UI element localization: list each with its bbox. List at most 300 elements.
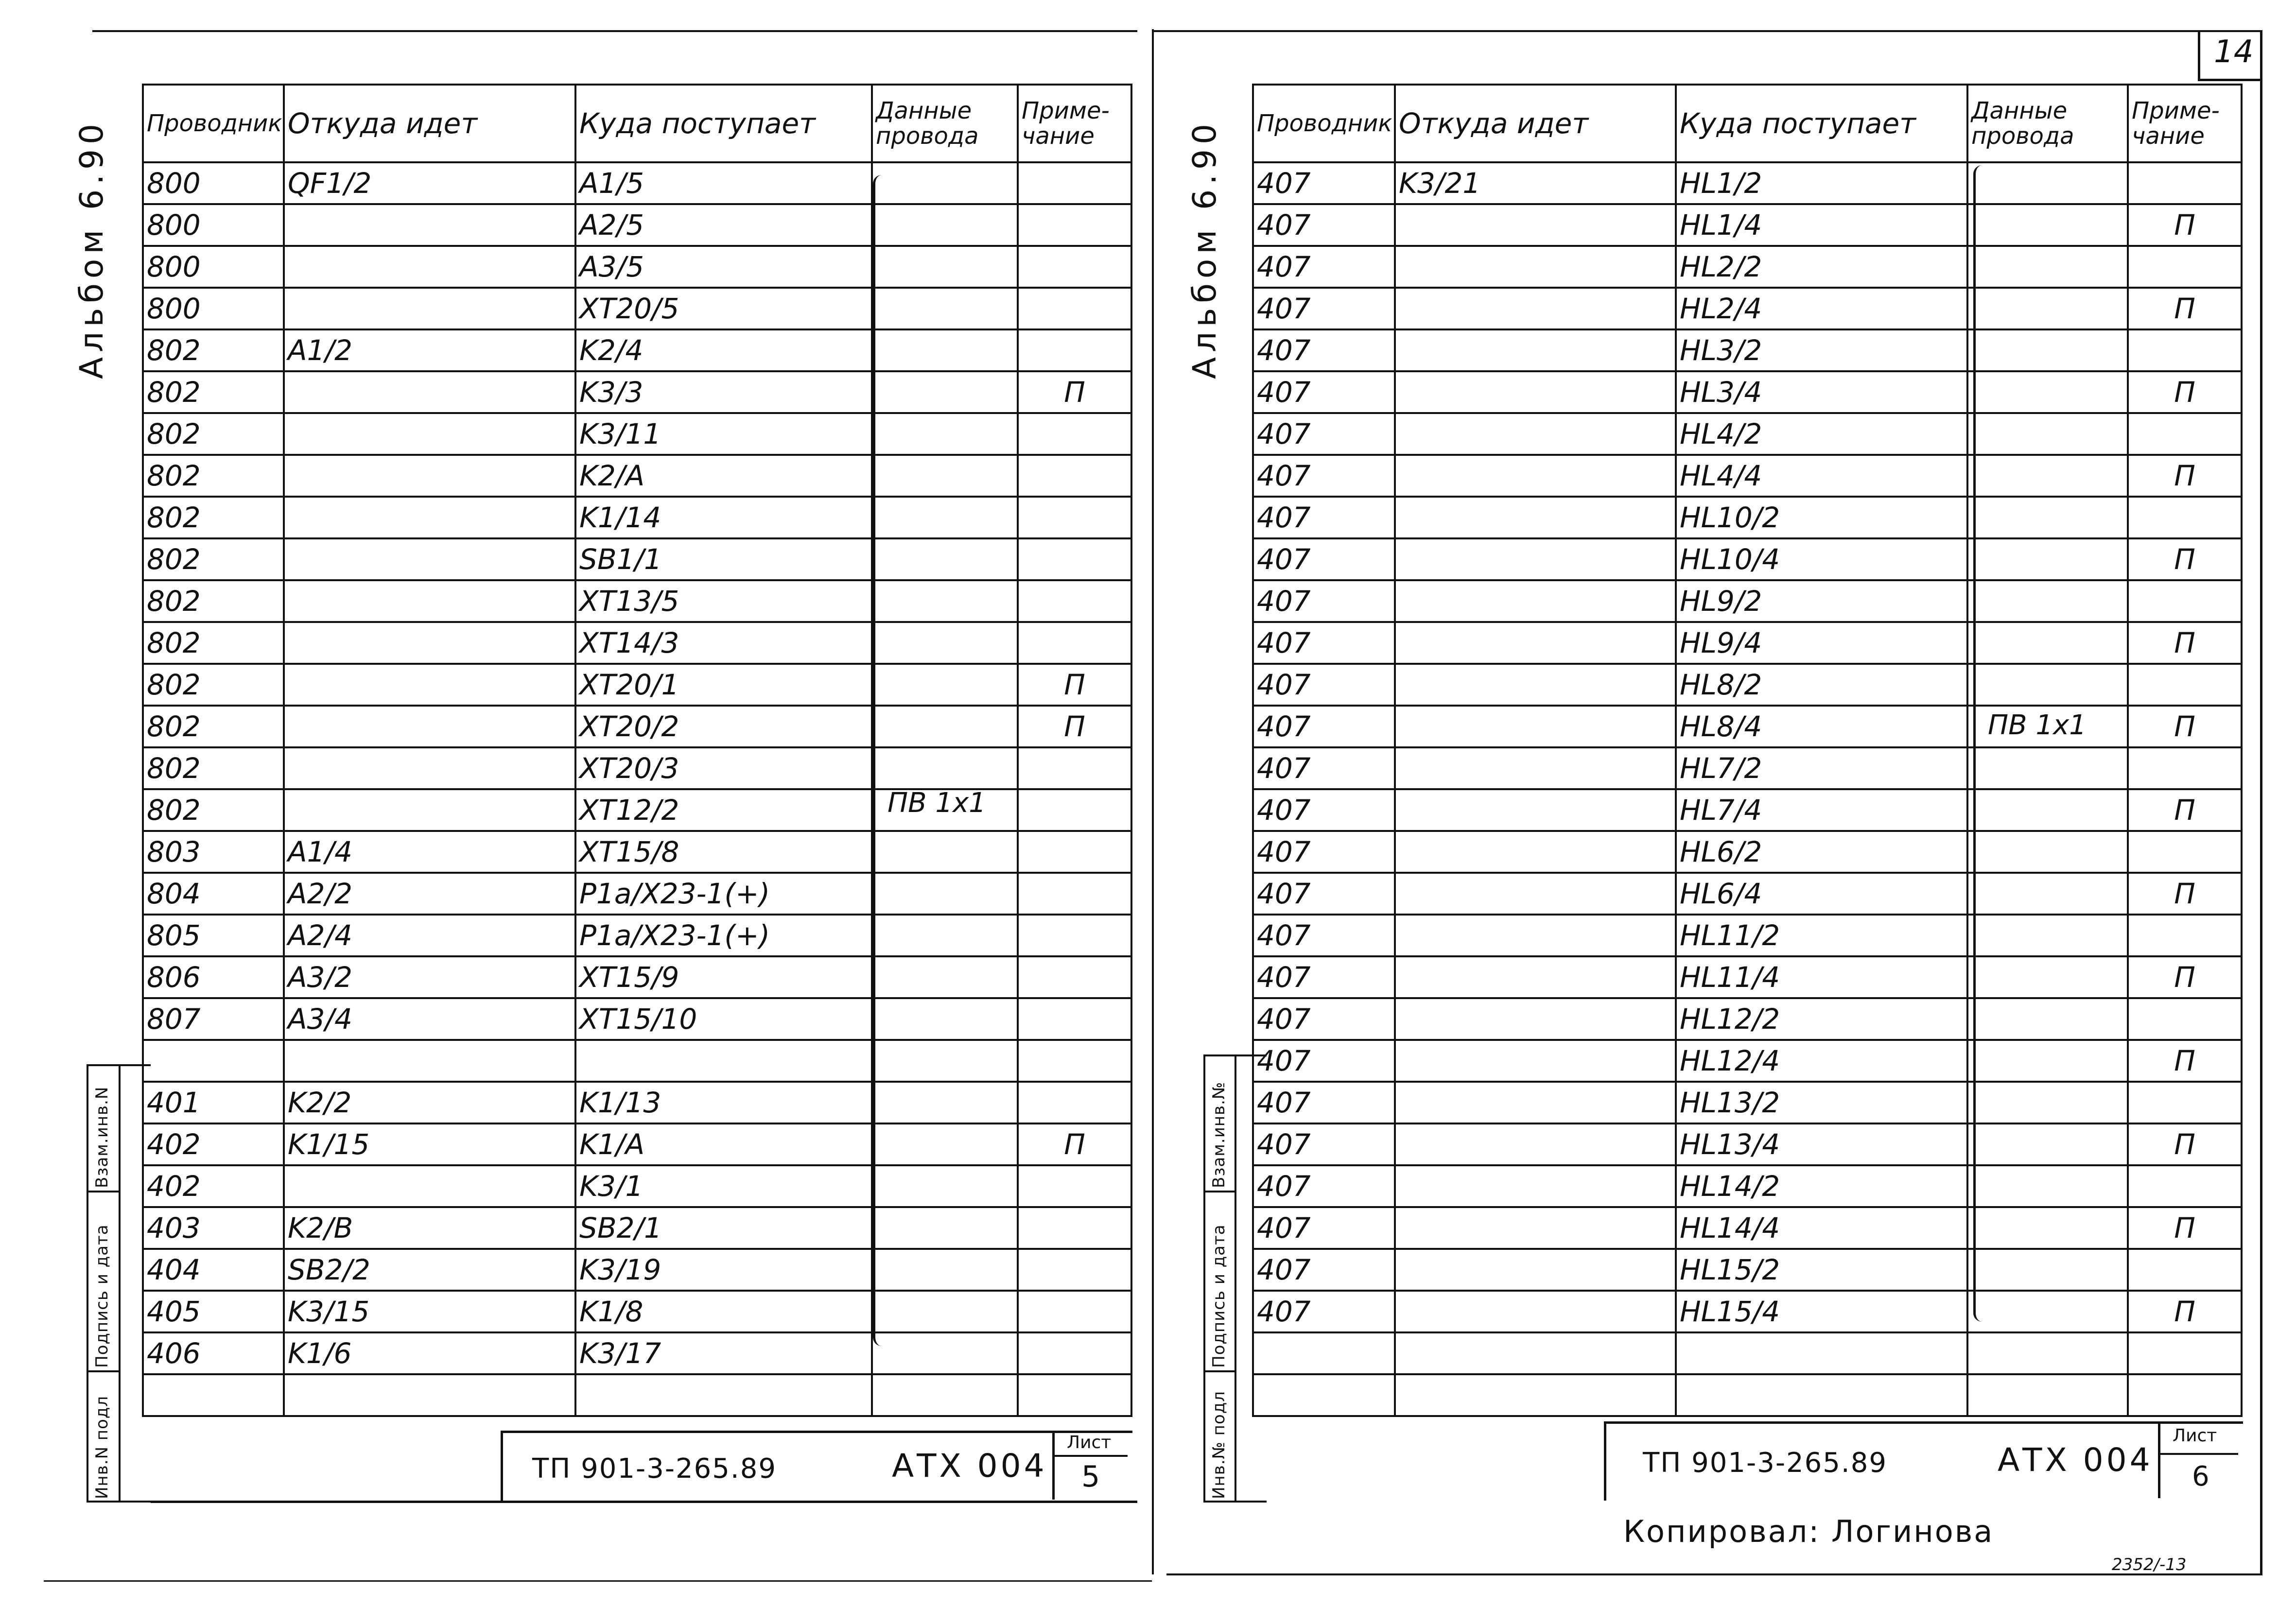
cell-wire: 407 — [1253, 1249, 1395, 1291]
cell-to: HL15/4 — [1676, 1291, 1967, 1332]
cell-from — [284, 246, 575, 288]
cell-to: HL9/2 — [1676, 580, 1967, 622]
cell-from: A3/2 — [284, 956, 575, 998]
cell-wire: 402 — [143, 1123, 284, 1165]
cell-wire-data — [1967, 204, 2128, 246]
cell-wire: 407 — [1253, 747, 1395, 789]
right-sheet-no: 6 — [2192, 1461, 2209, 1492]
left-doc-code: ТП 901-3-265.89 — [532, 1453, 777, 1485]
cell-from — [284, 1374, 575, 1416]
cell-from — [284, 455, 575, 497]
table-row — [143, 1332, 1131, 1374]
table-row — [143, 1040, 1131, 1082]
cell-from — [1395, 873, 1676, 915]
archive-number: 2352/-13 — [2112, 1555, 2187, 1574]
right-stamp-invno: Инв.№ подл — [1209, 1391, 1229, 1499]
cell-wire-data — [1967, 831, 2128, 873]
cell-from — [1395, 538, 1676, 580]
table-row — [143, 1291, 1131, 1332]
cell-note — [2128, 497, 2242, 538]
left-stamp-sep-1 — [87, 1191, 119, 1192]
cell-wire — [1253, 1374, 1395, 1416]
cell-wire-data — [872, 1165, 1018, 1207]
table-header-row — [143, 85, 1131, 162]
cell-note: П — [1018, 1123, 1131, 1165]
table-row — [1253, 956, 2242, 998]
cell-note — [1018, 831, 1131, 873]
table-row — [143, 162, 1131, 204]
cell-note — [2128, 413, 2242, 455]
cell-from — [284, 413, 575, 455]
table-row — [143, 288, 1131, 329]
cell-to: HL2/4 — [1676, 288, 1967, 329]
cell-wire: 407 — [1253, 956, 1395, 998]
left-stamp-replace: Взам.инв.N — [92, 1086, 112, 1188]
table-row — [1253, 789, 2242, 831]
cell-note — [1018, 915, 1131, 956]
cell-to: XT20/5 — [575, 288, 872, 329]
cell-note: П — [2128, 706, 2242, 747]
cell-wire: 407 — [1253, 1040, 1395, 1082]
cell-to: K3/17 — [575, 1332, 872, 1374]
table-row — [1253, 1249, 2242, 1291]
cell-from — [1395, 1291, 1676, 1332]
cell-wire: 407 — [1253, 664, 1395, 706]
right-wire-data-value: ПВ 1х1 — [1988, 709, 2087, 741]
table-row — [143, 956, 1131, 998]
cell-wire: 802 — [143, 371, 284, 413]
cell-to: HL3/4 — [1676, 371, 1967, 413]
table-row — [1253, 873, 2242, 915]
col-header-from: Откуда идет — [284, 85, 575, 162]
right-sheet-label: Лист — [2173, 1426, 2217, 1446]
cell-wire: 807 — [143, 998, 284, 1040]
cell-from — [1395, 831, 1676, 873]
cell-from — [1395, 497, 1676, 538]
cell-note — [2128, 1165, 2242, 1207]
cell-from — [284, 789, 575, 831]
cell-to: K2/A — [575, 455, 872, 497]
left-stamp-frame-top — [87, 1064, 151, 1066]
cell-wire-data — [1967, 1291, 2128, 1332]
table-row — [1253, 1332, 2242, 1374]
cell-wire: 800 — [143, 162, 284, 204]
cell-wire: 407 — [1253, 329, 1395, 371]
left-stamp-invno: Инв.N подл — [92, 1395, 112, 1499]
cell-from — [1395, 371, 1676, 413]
cell-to: HL8/4 — [1676, 706, 1967, 747]
cell-note — [1018, 1249, 1131, 1291]
cell-wire-data — [1967, 1165, 2128, 1207]
table-row — [1253, 371, 2242, 413]
cell-note — [1018, 162, 1131, 204]
left-stamp-sep-2 — [87, 1370, 119, 1372]
cell-wire-data — [872, 1040, 1018, 1082]
cell-wire: 407 — [1253, 1291, 1395, 1332]
cell-wire-data — [872, 956, 1018, 998]
cell-to: HL11/2 — [1676, 915, 1967, 956]
right-sheet-right-border — [2260, 30, 2262, 1574]
cell-to: HL11/4 — [1676, 956, 1967, 998]
cell-from — [1395, 204, 1676, 246]
cell-wire-data — [872, 1332, 1018, 1374]
cell-to — [1676, 1332, 1967, 1374]
cell-note — [1018, 246, 1131, 288]
cell-note: П — [2128, 1291, 2242, 1332]
cell-note — [1018, 1165, 1131, 1207]
cell-to: HL9/4 — [1676, 622, 1967, 664]
cell-to: XT15/9 — [575, 956, 872, 998]
cell-to: K1/8 — [575, 1291, 872, 1332]
cell-wire: 407 — [1253, 288, 1395, 329]
cell-from — [1395, 1082, 1676, 1123]
cell-note — [1018, 204, 1131, 246]
cell-note — [2128, 1082, 2242, 1123]
cell-note: П — [2128, 1040, 2242, 1082]
cell-to: XT15/8 — [575, 831, 872, 873]
cell-note: П — [1018, 664, 1131, 706]
cell-from — [284, 538, 575, 580]
cell-to: K3/11 — [575, 413, 872, 455]
cell-wire-data — [872, 1123, 1018, 1165]
cell-wire: 407 — [1253, 915, 1395, 956]
right-sheet-bottom-border — [1166, 1573, 2262, 1575]
cell-wire-data — [872, 831, 1018, 873]
cell-to: HL10/4 — [1676, 538, 1967, 580]
cell-note: П — [2128, 371, 2242, 413]
cell-wire-data — [1967, 538, 2128, 580]
cell-from — [1395, 1374, 1676, 1416]
cell-wire-data — [872, 998, 1018, 1040]
cell-wire: 802 — [143, 789, 284, 831]
cell-to: P1a/X23-1(+) — [575, 915, 872, 956]
cell-wire-data — [1967, 956, 2128, 998]
cell-to: HL3/2 — [1676, 329, 1967, 371]
table-row — [1253, 831, 2242, 873]
cell-wire-data — [872, 1249, 1018, 1291]
cell-note — [2128, 831, 2242, 873]
cell-from — [284, 664, 575, 706]
cell-note — [2128, 1249, 2242, 1291]
right-table-body — [1253, 162, 2242, 1416]
cell-wire-data — [1967, 246, 2128, 288]
table-row — [143, 1249, 1131, 1291]
cell-wire-data — [872, 664, 1018, 706]
cell-note — [2128, 162, 2242, 204]
table-row — [143, 538, 1131, 580]
col-header-wire: Проводник — [143, 85, 284, 162]
cell-note: П — [2128, 622, 2242, 664]
cell-from — [1395, 789, 1676, 831]
table-header-row — [1253, 85, 2242, 162]
cell-note — [2128, 329, 2242, 371]
cell-from — [1395, 580, 1676, 622]
table-row — [143, 1082, 1131, 1123]
cell-from — [1395, 1249, 1676, 1291]
cell-to: HL8/2 — [1676, 664, 1967, 706]
left-album-label: Альбом 6.90 — [73, 119, 110, 379]
table-row — [1253, 329, 2242, 371]
cell-wire-data — [872, 246, 1018, 288]
cell-wire-data — [1967, 455, 2128, 497]
cell-wire: 407 — [1253, 162, 1395, 204]
cell-from — [1395, 998, 1676, 1040]
cell-from: A2/2 — [284, 873, 575, 915]
cell-wire: 800 — [143, 246, 284, 288]
cell-from — [1395, 956, 1676, 998]
cell-wire-data — [1967, 1207, 2128, 1249]
cell-wire: 407 — [1253, 789, 1395, 831]
cell-wire: 407 — [1253, 873, 1395, 915]
cell-to: HL2/2 — [1676, 246, 1967, 288]
cell-wire: 407 — [1253, 998, 1395, 1040]
table-row — [1253, 998, 2242, 1040]
cell-from: K1/15 — [284, 1123, 575, 1165]
table-row — [143, 664, 1131, 706]
right-sheet-label-divider — [2160, 1453, 2238, 1455]
cell-wire: 407 — [1253, 580, 1395, 622]
cell-wire: 802 — [143, 706, 284, 747]
cell-to: XT12/2 — [575, 789, 872, 831]
cell-wire-data — [872, 497, 1018, 538]
col-header-note: Приме-чание — [2128, 85, 2242, 162]
cell-wire-data — [1967, 622, 2128, 664]
cell-note — [2128, 580, 2242, 622]
table-row — [1253, 538, 2242, 580]
cell-from: K2/B — [284, 1207, 575, 1249]
cell-note — [1018, 622, 1131, 664]
cell-from — [284, 497, 575, 538]
right-stamp-frame-left — [1203, 1054, 1205, 1502]
cell-wire: 407 — [1253, 622, 1395, 664]
cell-wire: 800 — [143, 204, 284, 246]
cell-to: XT15/10 — [575, 998, 872, 1040]
table-row — [143, 873, 1131, 915]
cell-to: HL7/2 — [1676, 747, 1967, 789]
cell-to: HL12/4 — [1676, 1040, 1967, 1082]
cell-wire — [1253, 1332, 1395, 1374]
table-row — [143, 455, 1131, 497]
cell-from: A1/4 — [284, 831, 575, 873]
table-row — [143, 413, 1131, 455]
col-header-data: Данные провода — [872, 85, 1018, 162]
left-stamp-frame-mid — [119, 1064, 121, 1502]
cell-to: K1/A — [575, 1123, 872, 1165]
right-stamp-signature: Подпись и дата — [1209, 1224, 1229, 1368]
left-wiring-table — [142, 84, 1132, 1417]
cell-to: K1/14 — [575, 497, 872, 538]
cell-note: П — [2128, 1123, 2242, 1165]
cell-note — [1018, 998, 1131, 1040]
right-stamp-sep-1 — [1203, 1191, 1235, 1192]
table-row — [143, 622, 1131, 664]
cell-to: XT20/1 — [575, 664, 872, 706]
table-row — [1253, 1040, 2242, 1082]
table-row — [1253, 1207, 2242, 1249]
table-row — [1253, 1374, 2242, 1416]
right-wire-data-brace — [1973, 165, 1986, 1322]
cell-from — [284, 747, 575, 789]
cell-note — [1018, 1291, 1131, 1332]
cell-wire: 401 — [143, 1082, 284, 1123]
cell-from: SB2/2 — [284, 1249, 575, 1291]
table-row — [143, 580, 1131, 622]
cell-wire — [143, 1374, 284, 1416]
cell-from — [1395, 747, 1676, 789]
cell-from: K2/2 — [284, 1082, 575, 1123]
left-stamp-frame-bottom — [87, 1501, 151, 1503]
cell-to: SB2/1 — [575, 1207, 872, 1249]
table-row — [143, 1123, 1131, 1165]
cell-to: XT20/3 — [575, 747, 872, 789]
table-row — [143, 246, 1131, 288]
cell-from — [1395, 1207, 1676, 1249]
cell-from — [1395, 329, 1676, 371]
cell-wire-data — [1967, 162, 2128, 204]
cell-wire: 802 — [143, 329, 284, 371]
cell-wire: 802 — [143, 747, 284, 789]
cell-note: П — [1018, 371, 1131, 413]
cell-to: HL13/2 — [1676, 1082, 1967, 1123]
cell-from: A3/4 — [284, 998, 575, 1040]
cell-to: HL10/2 — [1676, 497, 1967, 538]
cell-wire: 407 — [1253, 831, 1395, 873]
cell-wire: 805 — [143, 915, 284, 956]
cell-from — [284, 371, 575, 413]
cell-wire-data — [872, 580, 1018, 622]
table-row — [143, 1374, 1131, 1416]
cell-wire-data — [1967, 1040, 2128, 1082]
table-row — [1253, 622, 2242, 664]
col-header-from: Откуда идет — [1395, 85, 1676, 162]
left-sheet-no: 5 — [1081, 1460, 1100, 1494]
cell-wire: 802 — [143, 580, 284, 622]
cell-wire-data — [872, 455, 1018, 497]
cell-wire-data — [1967, 1374, 2128, 1416]
cell-wire: 407 — [1253, 497, 1395, 538]
cell-wire: 407 — [1253, 455, 1395, 497]
cell-note — [2128, 664, 2242, 706]
right-album-label: Альбом 6.90 — [1186, 119, 1223, 379]
cell-wire-data — [1967, 497, 2128, 538]
table-row — [1253, 162, 2242, 204]
col-header-data: Данные провода — [1967, 85, 2128, 162]
table-row — [1253, 413, 2242, 455]
col-header-to: Куда поступает — [1676, 85, 1967, 162]
cell-to: A3/5 — [575, 246, 872, 288]
table-row — [143, 747, 1131, 789]
cell-from — [1395, 1040, 1676, 1082]
cell-note: П — [2128, 789, 2242, 831]
table-row — [143, 998, 1131, 1040]
table-row — [1253, 497, 2242, 538]
cell-to: HL13/4 — [1676, 1123, 1967, 1165]
cell-note — [1018, 538, 1131, 580]
cell-note: П — [2128, 538, 2242, 580]
left-sheet-label-divider — [1055, 1455, 1128, 1457]
cell-wire-data — [1967, 413, 2128, 455]
cell-note — [2128, 1374, 2242, 1416]
cell-note — [1018, 288, 1131, 329]
cell-note — [1018, 1082, 1131, 1123]
cell-to — [575, 1040, 872, 1082]
cell-wire-data — [872, 288, 1018, 329]
cell-note — [1018, 1332, 1131, 1374]
cell-wire-data — [872, 706, 1018, 747]
cell-wire-data — [872, 329, 1018, 371]
cell-from — [284, 1040, 575, 1082]
table-row — [1253, 1082, 2242, 1123]
cell-to: HL7/4 — [1676, 789, 1967, 831]
table-row — [1253, 706, 2242, 747]
cell-to: HL6/2 — [1676, 831, 1967, 873]
cell-wire: 407 — [1253, 371, 1395, 413]
right-doc-mark: АТХ 004 — [1998, 1441, 2153, 1479]
cell-from: K3/15 — [284, 1291, 575, 1332]
cell-to: HL14/4 — [1676, 1207, 1967, 1249]
cell-note — [1018, 873, 1131, 915]
cell-note — [1018, 1207, 1131, 1249]
cell-wire: 406 — [143, 1332, 284, 1374]
table-row — [1253, 580, 2242, 622]
cell-from: QF1/2 — [284, 162, 575, 204]
left-sheet-top-border — [92, 30, 1137, 32]
cell-to: SB1/1 — [575, 538, 872, 580]
cell-wire: 407 — [1253, 1165, 1395, 1207]
table-row — [143, 1207, 1131, 1249]
cell-note — [1018, 1374, 1131, 1416]
right-stamp-frame-bottom — [1203, 1501, 1267, 1503]
cell-to: HL1/2 — [1676, 162, 1967, 204]
table-row — [143, 1165, 1131, 1207]
cell-to: K3/19 — [575, 1249, 872, 1291]
cell-to: K3/1 — [575, 1165, 872, 1207]
cell-to: K3/3 — [575, 371, 872, 413]
cell-note — [2128, 998, 2242, 1040]
cell-note: П — [2128, 873, 2242, 915]
cell-from — [1395, 455, 1676, 497]
cell-wire: 407 — [1253, 246, 1395, 288]
copied-by-label: Копировал: Логинова — [1623, 1514, 1994, 1549]
left-doc-mark: АТХ 004 — [892, 1447, 1047, 1485]
cell-from — [284, 622, 575, 664]
cell-wire: 407 — [1253, 1207, 1395, 1249]
table-row — [143, 497, 1131, 538]
cell-wire: 806 — [143, 956, 284, 998]
cell-to: HL4/2 — [1676, 413, 1967, 455]
table-row — [1253, 204, 2242, 246]
cell-wire-data — [872, 413, 1018, 455]
cell-wire: 802 — [143, 455, 284, 497]
table-row — [1253, 915, 2242, 956]
sheet-divider — [1152, 29, 1154, 1574]
cell-wire — [143, 1040, 284, 1082]
cell-wire-data — [872, 1207, 1018, 1249]
cell-to: A1/5 — [575, 162, 872, 204]
cell-wire: 404 — [143, 1249, 284, 1291]
cell-wire: 802 — [143, 664, 284, 706]
cell-to: A2/5 — [575, 204, 872, 246]
cell-wire-data — [1967, 747, 2128, 789]
cell-from — [1395, 1123, 1676, 1165]
table-row — [1253, 664, 2242, 706]
cell-wire-data — [1967, 1249, 2128, 1291]
cell-wire: 407 — [1253, 413, 1395, 455]
left-sheet-label: Лист — [1067, 1433, 1112, 1452]
cell-wire-data — [1967, 329, 2128, 371]
cell-note — [2128, 1332, 2242, 1374]
cell-wire-data — [1967, 580, 2128, 622]
